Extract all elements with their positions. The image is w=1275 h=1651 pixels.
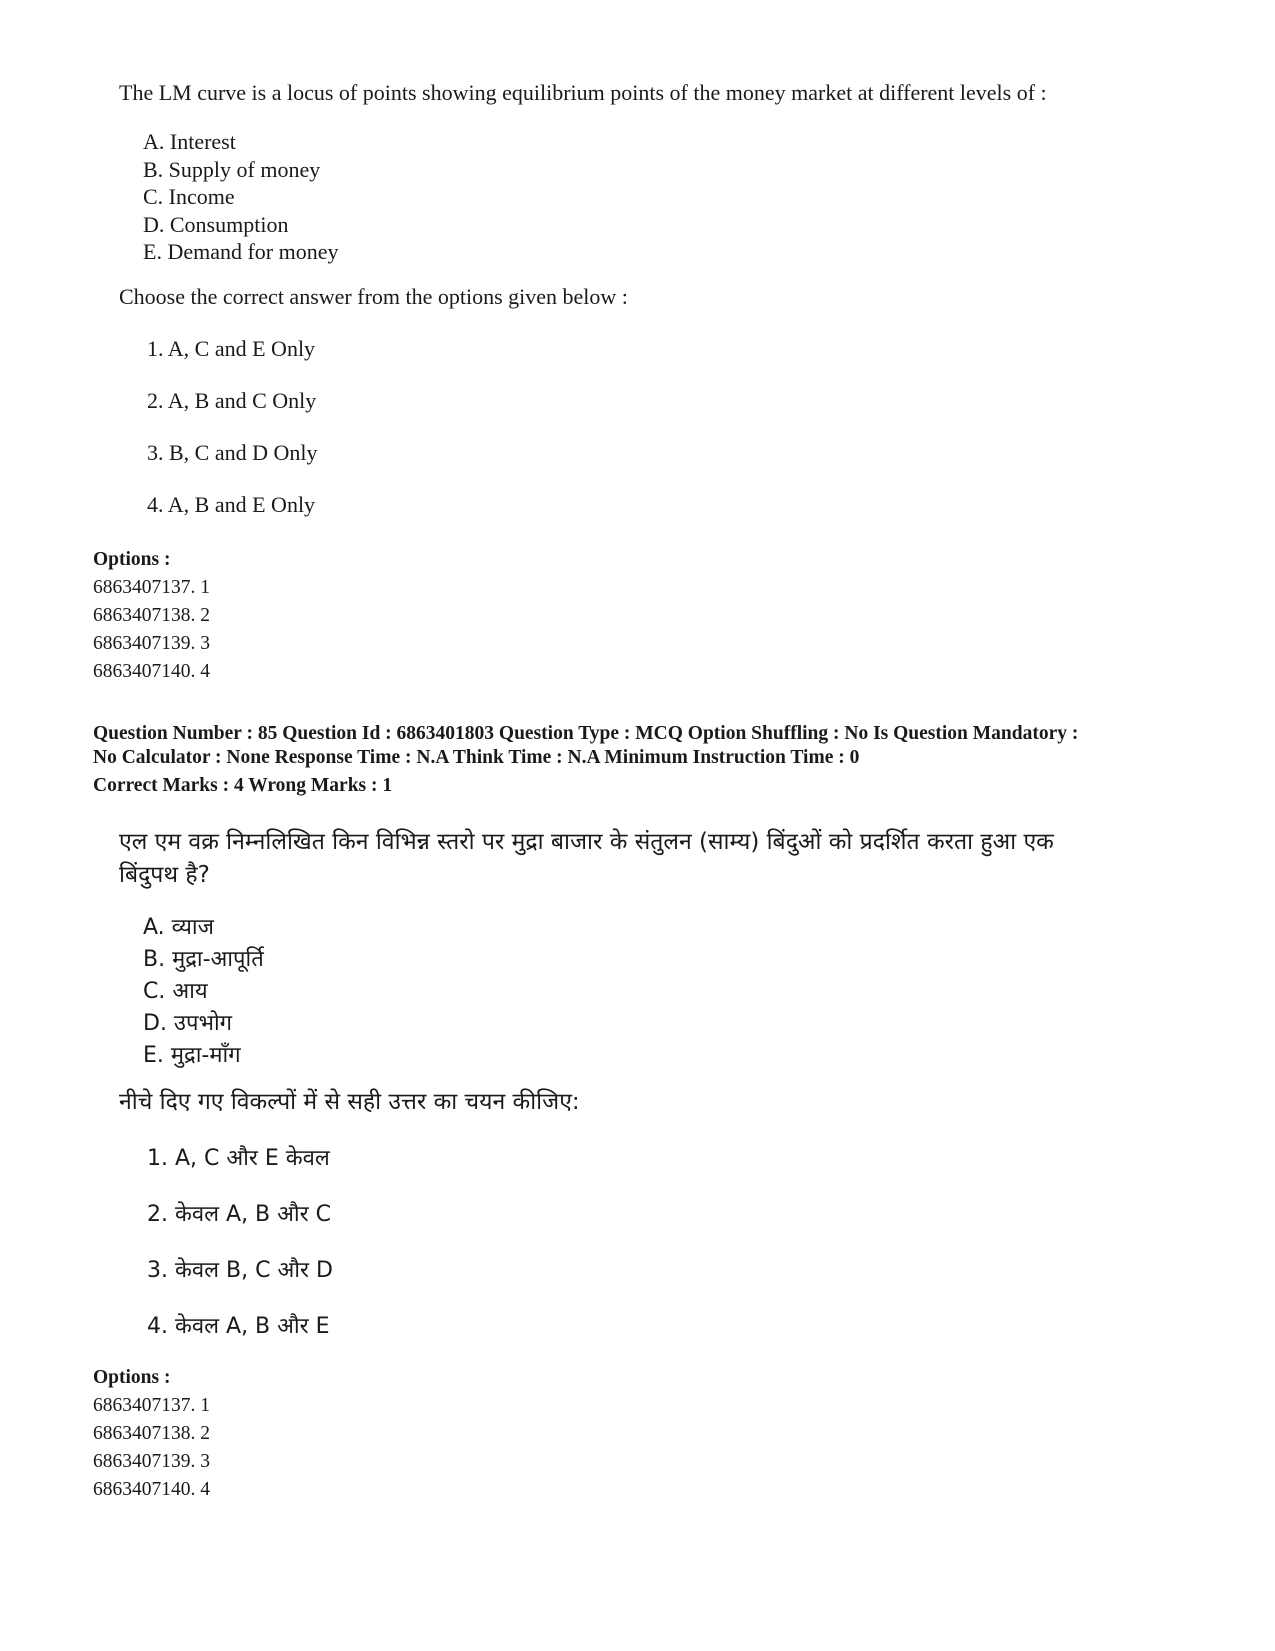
option-row: 6863407139. 3 [93, 633, 210, 654]
answer-choice: 1. A, C and E Only [147, 336, 316, 361]
options-block [93, 1364, 1203, 1504]
hindi-instruction: नीचे दिए गए विकल्पों में से सही उत्तर का चयन कीजिए: [119, 1089, 580, 1115]
answer-choice: 3. केवल B, C और D [147, 1258, 333, 1283]
answer-choice: 2. केवल A, B और C [147, 1202, 332, 1227]
option-row: 6863407137. 1 [93, 577, 210, 598]
question-meta-line: No Calculator : None Response Time : N.A Think Time : N.A Minimum Instruction Time : 0 [93, 747, 860, 768]
english-question-stem: The LM curve is a locus of points showing equilibrium points of the money market at different levels of : [119, 80, 1047, 105]
answer-choice: 4. A, B and E Only [147, 492, 316, 517]
options-label: Options : [93, 549, 171, 570]
english-item-list [143, 128, 339, 266]
hindi-item-list [143, 912, 264, 1072]
option-row: 6863407138. 2 [93, 605, 210, 626]
list-item: A. Interest [143, 129, 236, 154]
options-block [93, 546, 1203, 686]
list-item: E. Demand for money [143, 239, 339, 264]
hindi-stem-line: बिंदुपथ है? [119, 862, 210, 888]
answer-choice: 1. A, C और E केवल [147, 1146, 330, 1171]
option-row: 6863407140. 4 [93, 1479, 210, 1500]
answer-choice: 3. B, C and D Only [147, 440, 318, 465]
hindi-question-stem [119, 826, 1199, 892]
option-row: 6863407139. 3 [93, 1451, 210, 1472]
list-item: A. व्याज [143, 915, 214, 940]
list-item: C. आय [143, 979, 208, 1004]
question-metadata [93, 722, 1203, 798]
hindi-stem-line: एल एम वक्र निम्नलिखित किन विभिन्न स्तरो पर मुद्रा बाजार के संतुलन (साम्य) बिंदुओं को प्रदर्शित करता हुआ एक [119, 829, 1054, 855]
list-item: B. Supply of money [143, 156, 321, 182]
list-item: D. Consumption [143, 211, 289, 237]
english-instruction: Choose the correct answer from the options given below : [119, 284, 628, 309]
answer-choice: 2. A, B and C Only [147, 388, 317, 413]
answer-choice: 4. केवल A, B और E [147, 1314, 330, 1339]
marks-line: Correct Marks : 4 Wrong Marks : 1 [93, 775, 393, 796]
option-row: 6863407137. 1 [93, 1395, 210, 1416]
list-item: D. उपभोग [143, 1011, 233, 1036]
list-item: E. मुद्रा-माँग [143, 1043, 241, 1068]
list-item: B. मुद्रा-आपूर्ति [143, 947, 264, 972]
option-row: 6863407138. 2 [93, 1423, 210, 1444]
question-meta-line: Question Number : 85 Question Id : 6863401803 Question Type : MCQ Option Shuffling : No Is Question Mandatory : [93, 723, 1079, 744]
options-label: Options : [93, 1367, 171, 1388]
list-item: C. Income [143, 184, 235, 209]
option-row: 6863407140. 4 [93, 661, 210, 682]
